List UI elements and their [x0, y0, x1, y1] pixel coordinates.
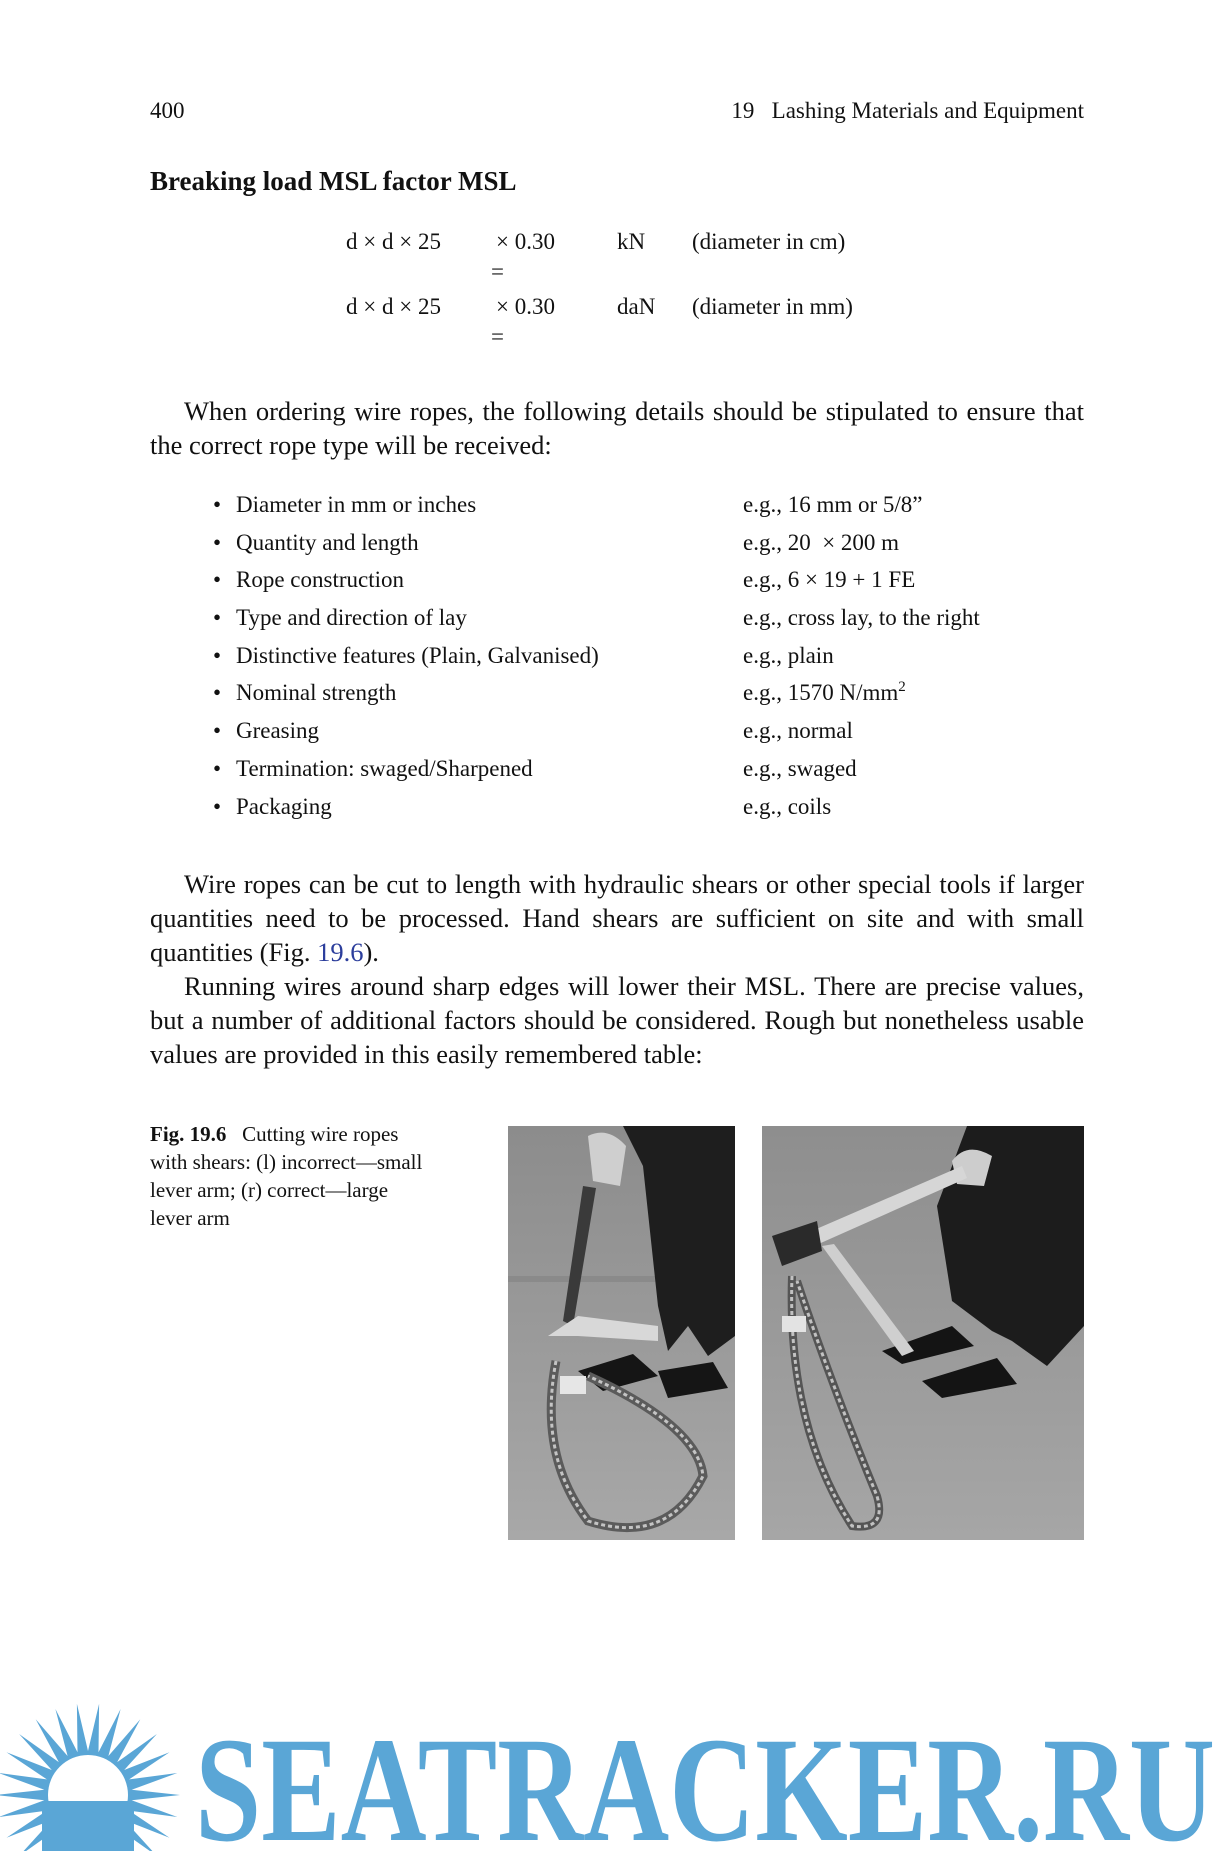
formula-expression: d × d × 25: [346, 229, 441, 254]
detail-label: Distinctive features (Plain, Galvanised): [236, 642, 599, 668]
watermark-text: SEATRACKER.RU: [195, 1707, 1215, 1851]
bullet: •: [213, 718, 222, 744]
list-item: [0, 716, 1221, 754]
bullet: •: [213, 642, 222, 668]
bullet: •: [213, 680, 222, 706]
detail-label: Type and direction of lay: [236, 605, 467, 631]
page-number: 400: [150, 98, 185, 123]
detail-label: Rope construction: [236, 567, 404, 593]
photo-correct-large-lever: [762, 1126, 1084, 1540]
detail-label: Greasing: [236, 718, 320, 744]
watermark-logo: [0, 1690, 1221, 1851]
list-item: [0, 565, 1221, 603]
figure-label: Fig. 19.6: [150, 1122, 227, 1146]
superscript: 2: [898, 679, 906, 696]
list-item: [0, 754, 1221, 792]
detail-label: Nominal strength: [236, 680, 397, 706]
shears-paragraph: [150, 867, 1084, 969]
formula-equals: =: [491, 324, 504, 349]
formula-note: (diameter in cm): [692, 229, 846, 254]
photo-illustration: [508, 1126, 735, 1540]
list-item: [0, 641, 1221, 679]
photo-incorrect-small-lever: [508, 1126, 735, 1540]
formula-factor: × 0.30: [496, 229, 555, 254]
formula-unit: daN: [617, 294, 656, 319]
figure-caption-text: Cutting wire ropes with shears: (l) incorrect—small lever arm; (r) correct—large lever arm: [150, 1122, 423, 1230]
list-item: [0, 792, 1221, 830]
section-heading: Breaking load MSL factor MSL: [150, 166, 517, 196]
intro-paragraph: When ordering wire ropes, the following details should be stipulated to ensure that the correct rope type will be received:: [150, 396, 1084, 460]
list-item: [0, 603, 1221, 641]
edges-paragraph: Running wires around sharp edges will lower their MSL. There are precise values, but a number of additional factors should be considered. Rough but nonetheless usable values are provided in this easily remembered table:: [150, 971, 1084, 1069]
bullet: •: [213, 529, 222, 555]
detail-label: Termination: swaged/Sharpened: [236, 755, 533, 781]
bullet: •: [213, 492, 222, 517]
running-head: 19 Lashing Materials and Equipment: [731, 98, 1084, 123]
detail-example: e.g., cross lay, to the right: [743, 605, 980, 631]
figure-reference-link[interactable]: 19.6: [317, 937, 364, 967]
paragraph-text: ).: [363, 937, 379, 967]
detail-example: e.g., 20 × 200 m: [743, 529, 900, 555]
bullet: •: [213, 567, 222, 593]
detail-example: e.g., swaged: [743, 755, 857, 781]
list-item: [0, 678, 1221, 716]
formula-equals: =: [491, 259, 504, 284]
detail-example: e.g., plain: [743, 642, 834, 668]
bullet: •: [213, 793, 222, 819]
detail-label: Diameter in mm or inches: [236, 492, 477, 517]
detail-label: Packaging: [236, 793, 332, 819]
formula-note: (diameter in mm): [692, 294, 853, 319]
detail-example-text: e.g., 1570 N/mm: [743, 680, 899, 706]
photo-illustration: [762, 1126, 1084, 1540]
detail-example: e.g., coils: [743, 793, 832, 819]
formula-expression: d × d × 25: [346, 294, 441, 319]
formula-factor: × 0.30: [496, 294, 555, 319]
detail-label: Quantity and length: [236, 529, 419, 555]
bullet: •: [213, 605, 222, 631]
sun-icon: [0, 1704, 180, 1851]
list-item: [0, 490, 1221, 528]
paragraph-text: Wire ropes can be cut to length with hydraulic shears or other special tools if larger quantities need to be processed. Hand shears are sufficient on site and with small quantities (Fig.: [150, 869, 1084, 967]
detail-example: e.g., 6 × 19 + 1 FE: [743, 567, 916, 593]
list-item: [0, 528, 1221, 566]
detail-example: e.g., normal: [743, 718, 853, 744]
sun-horizon: [42, 1801, 134, 1851]
formula-unit: kN: [617, 229, 646, 254]
detail-example: [743, 678, 906, 708]
detail-example: e.g., 16 mm or 5/8”: [743, 492, 923, 517]
bullet: •: [213, 755, 222, 781]
ordering-details-list: [0, 490, 1221, 829]
figure-caption: [150, 1120, 435, 1232]
